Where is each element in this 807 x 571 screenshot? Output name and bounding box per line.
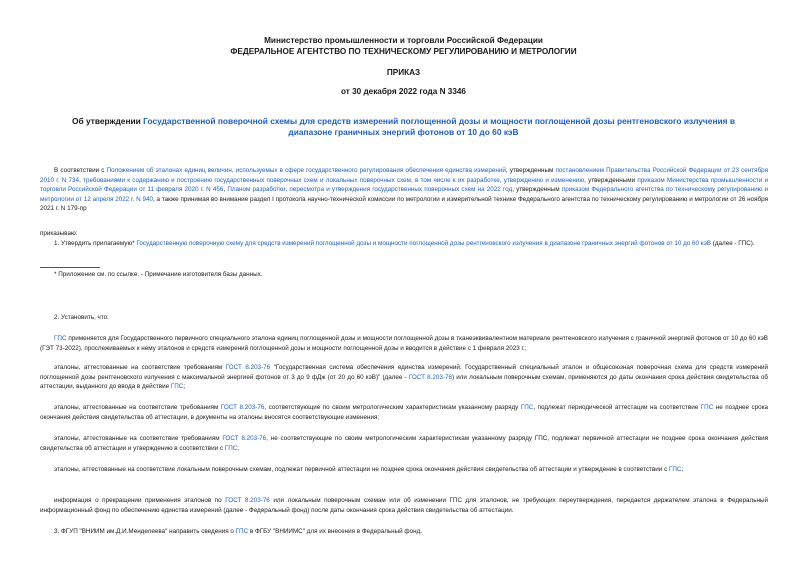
link-gost-2[interactable]: ГОСТ 8.203-76 — [408, 373, 452, 381]
et4-text-2: ; — [681, 466, 684, 473]
link-gost-5[interactable]: ГОСТ 8.203-76 — [225, 497, 270, 504]
gps-paragraph — [40, 334, 768, 353]
link-gps-6[interactable]: ГПС — [668, 466, 682, 473]
et3-text-1: эталоны, аттестованные на соответствие требованиям — [54, 435, 220, 442]
agency-heading: ФЕДЕРАЛЬНОЕ АГЕНТСТВО ПО ТЕХНИЧЕСКОМУ РЕГУЛИРОВАНИЮ И МЕТРОЛОГИИ — [230, 47, 577, 56]
prikazyvayu: приказываю: — [40, 230, 78, 237]
preamble-text-3: , — [79, 176, 81, 184]
et3-text-3: ; — [237, 444, 240, 452]
item3-text-1: 3. ФГУП "ВНИИМ им.Д.И.Менделеева" направить сведения о — [54, 528, 234, 535]
footnote: * Приложение см. по ссылке. - Примечание изготовителя базы данных. — [54, 271, 263, 278]
link-prikaz-minpromtorg[interactable]: приказом Министерства промышленности и торговли Российской Федерации от 11 февраля 2020 г. N 456 — [40, 176, 769, 194]
item-1 — [40, 239, 768, 249]
etalony-paragraph-3 — [40, 434, 768, 453]
footnote-divider — [40, 267, 100, 268]
title-prefix: Об утверждении — [71, 116, 141, 126]
document-title — [60, 116, 747, 138]
link-gps-7[interactable]: ГПС — [235, 528, 249, 535]
link-polozhenie[interactable]: Положением об эталонах единиц величин, используемых в сфере государственного регулирования обеспечения единства измерений — [106, 167, 506, 174]
etalony-paragraph-1 — [40, 363, 768, 392]
link-plan[interactable]: Планом разработки, пересмотра и утверждения государственных поверочных схем на 2022 год — [227, 186, 513, 194]
title-link[interactable]: Государственной поверочной схемы для средств измерений поглощенной дозы и мощности поглощенной дозы рентгеновского излучения в диапазоне граничных энергий фотонов от 10 до 60 кэВ — [143, 116, 736, 137]
et1-text-4: ; — [183, 383, 186, 391]
link-trebovaniya[interactable]: требованиями к содержанию и построению государственных поверочных схем и локальных поверочных схем, в том числе к их разработке, утверждению и изменению — [83, 176, 585, 184]
et2-text-2: , соответствующие по своим метрологическим характеристикам указанному разряду — [264, 404, 519, 411]
link-gps[interactable]: ГПС — [54, 335, 67, 342]
preamble-paragraph — [40, 166, 768, 214]
et2-text-1: эталоны, аттестованные на соответствие требованиям — [54, 404, 219, 411]
et3-text-2: , не соответствующие по своим метрологическим характеристикам указанному разряду ГПС, подлежат первичной аттестации не позднее срока окончания действия свидетельства об аттестации и утверждению в соответствии с — [40, 435, 769, 452]
item3-text-2: в ФГБУ "ВНИИМС" для их внесения в Федеральный фонд. — [249, 528, 423, 535]
preamble-text-2: , утвержденным — [505, 167, 554, 174]
info-text-1: информация о прекращении применения эталонов по — [54, 497, 222, 504]
preamble-text-7: , а также принимая во внимание раздел I протокола научно-технической комиссии по метрологии и измерительной технике Федерального агентства по техническому регулированию и метрологии от 26 ноября 2021 г. N 179-пр — [40, 195, 769, 213]
et1-text-1: эталоны, аттестованные на соответствие требованиям — [54, 364, 223, 371]
link-gps-2[interactable]: ГПС — [170, 383, 184, 391]
link-gost-3[interactable]: ГОСТ 8.203-76 — [220, 404, 265, 411]
link-gps-3[interactable]: ГПС — [520, 404, 534, 411]
preamble-text-4: , утвержденными — [584, 176, 636, 184]
etalony-paragraph-4 — [40, 465, 768, 475]
item-3 — [40, 527, 768, 537]
link-gps-approve[interactable]: Государственную поверочную схему для средств измерений поглощенной дозы и мощности поглощенной дозы рентгеновского излучения в диапазоне граничных энергий фотонов от 10 до 60 кэВ — [136, 240, 711, 247]
gps-text: применяется для Государственного первичного специального эталона единиц поглощенной дозы и мощности поглощенной дозы в тканеэквивалентном материале рентгеновского излучения с граничной энергией фотонов от 10 до 60 кэВ (ГЭТ 73-2022), прослеживаемых к нему эталонов и средств измерений поглощенной дозы и мощности поглощенной дозы и вводится в действие с 1 февраля 2023 г.; — [40, 335, 768, 352]
link-gost-1[interactable]: ГОСТ 8.203-76 — [225, 364, 271, 371]
item-2-intro: 2. Установить, что: — [54, 314, 109, 321]
link-gps-4[interactable]: ГПС — [700, 404, 714, 411]
info-paragraph — [40, 496, 768, 515]
et2-text-4: не позднее срока окончания действия свидетельства об аттестации, в документы на эталоны вносятся соответствующие изменения; — [40, 404, 769, 421]
doc-type-heading: ПРИКАЗ — [386, 68, 421, 77]
item1-text-1: 1. Утвердить прилагаемую* — [54, 240, 135, 247]
etalony-paragraph-2 — [40, 403, 768, 422]
link-postanovlenie[interactable]: постановлением Правительства Российской Федерации от 23 сентября 2010 г. N 734 — [40, 167, 769, 184]
preamble-text-6: , утвержденным — [512, 186, 560, 194]
et2-text-3: , подлежат периодической аттестации на соответствие — [533, 404, 699, 411]
link-prikaz-rosstandart[interactable]: приказом Федерального агентства по техническому регулированию и метрологии от 12 апреля 2022 г. N 940 — [40, 186, 769, 203]
link-gost-4[interactable]: ГОСТ 8.203-76 — [222, 435, 267, 442]
et4-text-1: эталоны, аттестованные на соответствие локальным поверочным схемам, подлежат первичной аттестации не позднее срока окончания действия свидетельства об аттестации и утверждение в соответствии с — [54, 466, 668, 473]
ministry-heading: Министерство промышленности и торговли Российской Федерации — [264, 36, 543, 45]
date-number: от 30 декабря 2022 года N 3346 — [341, 87, 466, 96]
et1-text-3: ) или локальным поверочным схемам, применяются до даты окончания срока действия свидетельства об аттестации, выданного до ввода в действие — [40, 373, 769, 391]
link-gps-5[interactable]: ГПС — [224, 444, 238, 452]
preamble-text-1: В соответствии с — [54, 167, 105, 174]
item1-text-2: (далее - ГПС). — [712, 240, 755, 247]
et1-text-2: "Государственная система обеспечения единства измерений. Государственный специальный эталон и общесоюзная поверочная схема для средств измерений поглощенной дозы рентгеновского излучения с максимальной энергией фотонов от 3 до 9 фДж (от 20 до 60 кэВ)" (далее - — [40, 364, 769, 381]
preamble-text-5: , — [223, 186, 226, 194]
info-text-2: или локальным поверочным схемам или об изменении ГПС для эталонов, не требующих переутверждения, передается держателем эталона в Федеральный информационный фонд по обеспечению единства измерений (далее - Федеральный фонд) после даты окончания срока действия свидетельства об аттестации. — [40, 497, 769, 514]
